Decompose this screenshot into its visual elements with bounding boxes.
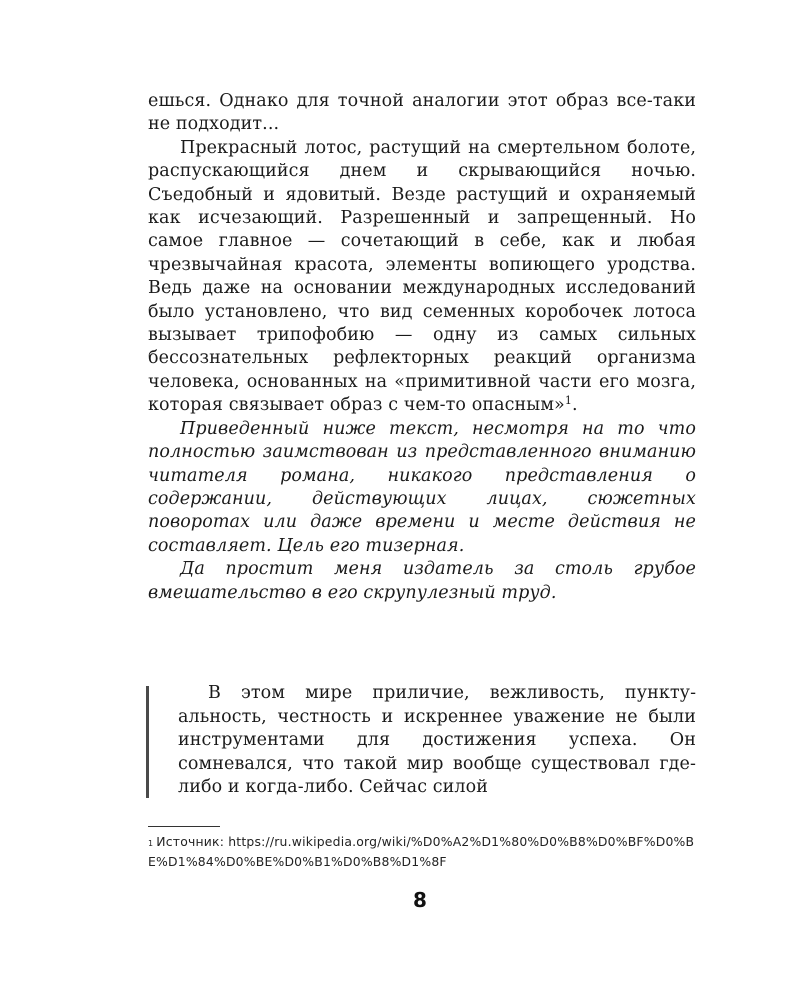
paragraph-4: Да простит меня издатель за столь грубое вмешательство в его скрупулезный труд. xyxy=(148,559,696,603)
quote-block xyxy=(148,682,696,800)
paragraph-3: Приведенный ниже текст, несмотря на то что полностью заимствован из представленного вниманию читателя романа, никакого представления о содержании, действующих лицах, сюжетных поворотах или даже времени и месте действия не составляет. Цель его тизерная. xyxy=(148,418,696,556)
quote-text: В этом мире приличие, вежливость, пунктуальность, честность и искреннее уважение не были инструментами для достижения успеха. Он сомневался, что такой мир вообще существовал где-либо и когда-либо. Сейчас силой xyxy=(178,683,696,798)
footnote-number: 1 xyxy=(148,839,154,848)
main-text xyxy=(148,90,696,605)
footnote xyxy=(148,832,700,872)
footnote-text[interactable]: Источник: https://ru.wikipedia.org/wiki/%D0%A2%D1%80%D0%B8%D0%BF%D0%BE%D1%84%D0%BE%D0%B1%D0%B8%D1%8F xyxy=(148,834,695,869)
page-number: 8 xyxy=(413,888,427,912)
footnote-reference[interactable]: 1 xyxy=(564,394,572,408)
paragraph-2-text: Прекрасный лотос, растущий на смертельном болоте, распускающийся днем и скрывающийся ночью. Съедобный и ядовитый. Везде растущий и охраняемый как исчезающий. Разрешенный и запрещенный. Но самое главное — сочетающий в себе, как и любая чрезвычайная красота, элементы вопиющего уродства. Ведь даже на основании международных исследований было установлено, что вид семенных коробочек лотоса вызывает трипофобию — одну из самых сильных бессознательных рефлекторных реакций организма человека, основанных на «примитивной части его мозга, которая связывает образ с чем-то опасным» xyxy=(148,137,696,416)
paragraph-1: ешься. Однако для точной аналогии этот образ все-таки не подходит... xyxy=(148,91,696,135)
paragraph-2 xyxy=(148,137,696,418)
paragraph-2-end: . xyxy=(571,395,578,416)
footnote-divider xyxy=(148,826,220,827)
